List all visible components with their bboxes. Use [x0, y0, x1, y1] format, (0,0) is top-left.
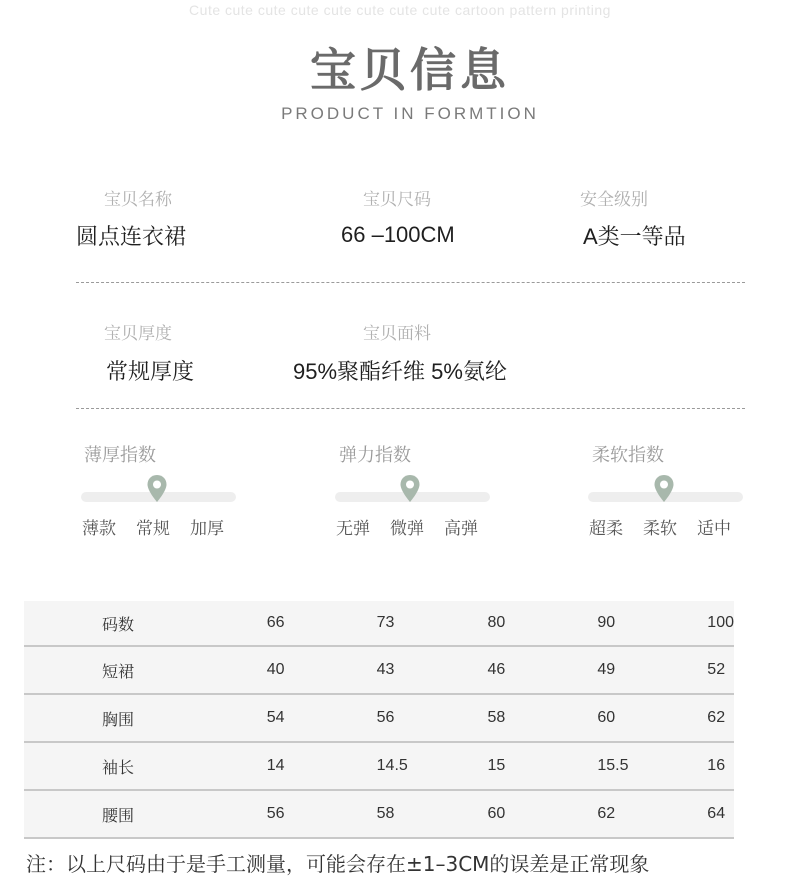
- table-cell: 62: [597, 790, 707, 838]
- table-cell: 64: [707, 790, 734, 838]
- table-header-cell: 90: [597, 601, 707, 646]
- table-cell: 56: [377, 694, 488, 742]
- indicator-option: 薄款: [82, 519, 116, 539]
- table-cell: 60: [488, 790, 598, 838]
- size-value: 66 –100CM: [341, 222, 455, 247]
- location-pin-icon: [653, 474, 675, 504]
- table-row: [24, 790, 734, 838]
- table-cell: 60: [597, 694, 707, 742]
- indicator-option: 无弹: [336, 519, 370, 539]
- table-cell: 40: [267, 646, 377, 694]
- table-cell: 16: [707, 742, 734, 790]
- fabric-label: 宝贝面料: [363, 324, 431, 344]
- size-label: 宝贝尺码: [363, 190, 431, 210]
- table-header-row: [24, 601, 734, 646]
- indicator-option: 高弹: [444, 519, 478, 539]
- table-cell: 54: [267, 694, 377, 742]
- table-cell: 袖长: [24, 742, 267, 790]
- table-header-cell: 码数: [24, 601, 267, 646]
- size-table: [24, 601, 734, 839]
- page-subtitle: PRODUCT IN FORMTION: [281, 104, 539, 123]
- table-cell: 58: [377, 790, 488, 838]
- safety-value: A类一等品: [583, 224, 686, 249]
- page-title: 宝贝信息: [310, 43, 510, 97]
- table-cell: 52: [707, 646, 734, 694]
- table-row: [24, 694, 734, 742]
- indicator-title: 柔软指数: [592, 445, 664, 466]
- table-cell: 腰围: [24, 790, 267, 838]
- location-pin-icon: [399, 474, 421, 504]
- indicator-option-selected: 微弹: [390, 519, 424, 539]
- table-cell: 14.5: [377, 742, 488, 790]
- dashed-divider: [76, 282, 745, 283]
- indicator-option: 加厚: [190, 519, 224, 539]
- safety-label: 安全级别: [580, 190, 648, 210]
- table-cell: 43: [377, 646, 488, 694]
- table-cell: 短裙: [24, 646, 267, 694]
- table-cell: 62: [707, 694, 734, 742]
- table-cell: 15: [488, 742, 598, 790]
- dashed-divider: [76, 408, 745, 409]
- table-header-cell: 66: [267, 601, 377, 646]
- fabric-value: 95%聚酯纤维 5%氨纶: [293, 359, 507, 384]
- table-cell: 15.5: [597, 742, 707, 790]
- table-row: [24, 646, 734, 694]
- indicator-option-selected: 常规: [136, 519, 170, 539]
- table-header-cell: 73: [377, 601, 488, 646]
- thickness-value: 常规厚度: [106, 359, 195, 384]
- name-value: 圆点连衣裙: [76, 224, 187, 249]
- table-header-cell: 80: [488, 601, 598, 646]
- table-cell: 46: [488, 646, 598, 694]
- table-cell: 58: [488, 694, 598, 742]
- indicator-title: 薄厚指数: [84, 445, 156, 466]
- indicator-option: 适中: [697, 519, 731, 539]
- table-cell: 14: [267, 742, 377, 790]
- table-header-cell: 100: [707, 601, 734, 646]
- table-cell: 56: [267, 790, 377, 838]
- indicator-option: 超柔: [589, 519, 623, 539]
- measurement-note: 注：以上尺码由于是手工测量，可能会存在±1–3CM的误差是正常现象: [26, 852, 650, 876]
- table-cell: 胸围: [24, 694, 267, 742]
- watermark-text: Cute cute cute cute cute cute cute cute cartoon pattern printing: [189, 2, 611, 18]
- table-row: [24, 742, 734, 790]
- location-pin-icon: [146, 474, 168, 504]
- thickness-label: 宝贝厚度: [104, 324, 172, 344]
- indicator-option-selected: 柔软: [643, 519, 677, 539]
- indicator-title: 弹力指数: [339, 445, 411, 466]
- name-label: 宝贝名称: [104, 190, 172, 210]
- table-cell: 49: [597, 646, 707, 694]
